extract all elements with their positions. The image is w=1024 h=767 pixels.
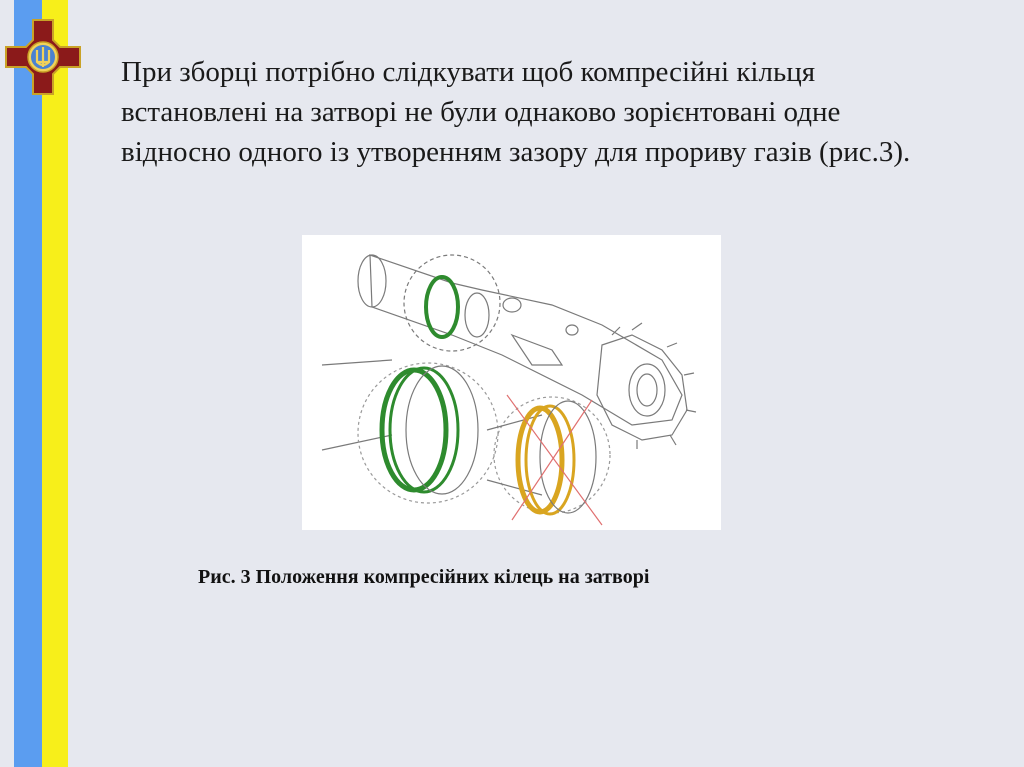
yellow-stripe	[42, 0, 68, 767]
blue-stripe	[14, 0, 42, 767]
armed-forces-emblem-icon	[4, 18, 82, 96]
figure-caption: Рис. 3 Положення компресійних кілець на затворі	[198, 566, 650, 588]
bolt-rings-figure	[302, 235, 721, 530]
body-text: При зборці потрібно слідкувати щоб компресійні кільця встановлені на затворі не були однаково зорієнтовані одне відносно одного із утворенням зазору для прориву газів (рис.3).	[121, 56, 911, 168]
bolt-drawing	[302, 235, 721, 530]
